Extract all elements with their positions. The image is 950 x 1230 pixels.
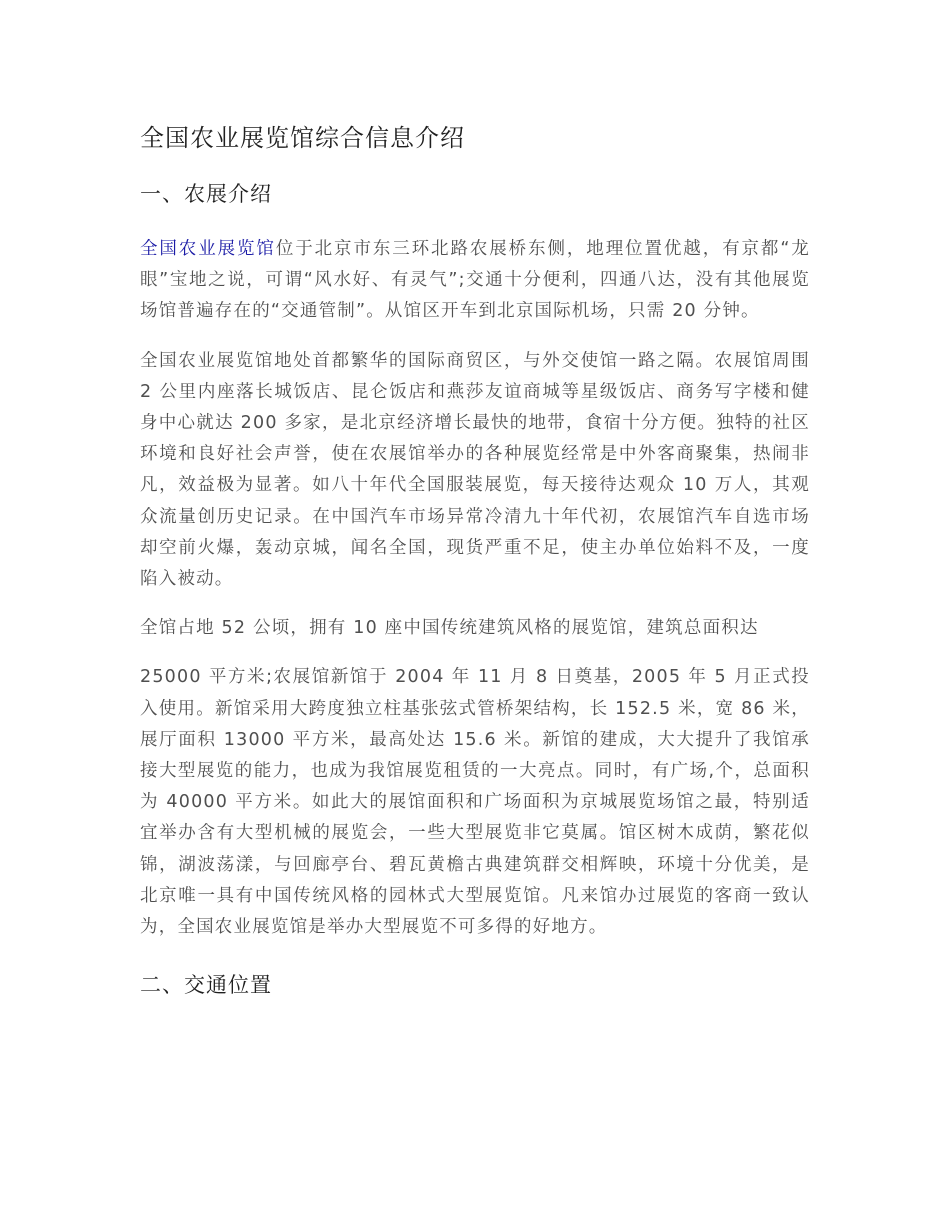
section-heading-transport: 二、交通位置 (140, 973, 272, 998)
document-title: 全国农业展览馆综合信息介绍 (140, 124, 465, 152)
paragraph-location-text: 位于北京市东三环北路农展桥东侧，地理位置优越，有京都“龙眼”宝地之说，可谓“风水好、有灵气”;交通十分便利，四通八达，没有其他展览场馆普遍存在的“交通管制”。从馆区开车到北京国际机场，只需 20 分钟。 (140, 239, 810, 322)
paragraph-surroundings: 全国农业展览馆地处首都繁华的国际商贸区，与外交使馆一路之隔。农展馆周围 2 公里内座落长城饭店、昆仑饭店和燕莎友谊商城等星级饭店、商务写字楼和健身中心就达 200 多家，是北京经济增长最快的地带，食宿十分方便。独特的社区环境和良好社会声誉，使在农展馆举办的各种展览经常是中外客商聚集，热闹非凡，效益极为显著。如八十年代全国服装展览，每天接待达观众 10 万人，其观众流量创历史记录。在中国汽车市场异常冷清九十年代初，农展馆汽车自选市场却空前火爆，轰动京城，闻名全国，现货严重不足，使主办单位始料不及，一度陷入被动。 (140, 350, 810, 590)
paragraph-area: 全馆占地 52 公顷，拥有 10 座中国传统建筑风格的展览馆，建筑总面积达 (140, 618, 759, 639)
exhibition-hall-link[interactable]: 全国农业展览馆 (140, 239, 276, 259)
paragraph-location (140, 234, 810, 328)
section-heading-intro: 一、农展介绍 (140, 182, 272, 206)
document-page (140, 118, 810, 1025)
paragraph-new-hall: 25000 平方米;农展馆新馆于 2004 年 11 月 8 日奠基，2005 年 5 月正式投入使用。新馆采用大跨度独立柱基张弦式管桥架结构，长 152.5 米，宽 86 米，展厅面积 13000 平方米，最高处达 15.6 米。新馆的建成，大大提升了我馆承接大型展览的能力，也成为我馆展览租赁的一大亮点。同时，有广场,个，总面积为 40000 平方米。如此大的展馆面积和广场面积为京城展览场馆之最，特别适宜举办含有大型机械的展览会，一些大型展览非它莫属。馆区树木成荫，繁花似锦，湖波荡漾，与回廊亭台、碧瓦黄檐古典建筑群交相辉映，环境十分优美，是北京唯一具有中国传统风格的园林式大型展览馆。凡来馆办过展览的客商一致认为，全国农业展览馆是举办大型展览不可多得的好地方。 (140, 667, 810, 938)
